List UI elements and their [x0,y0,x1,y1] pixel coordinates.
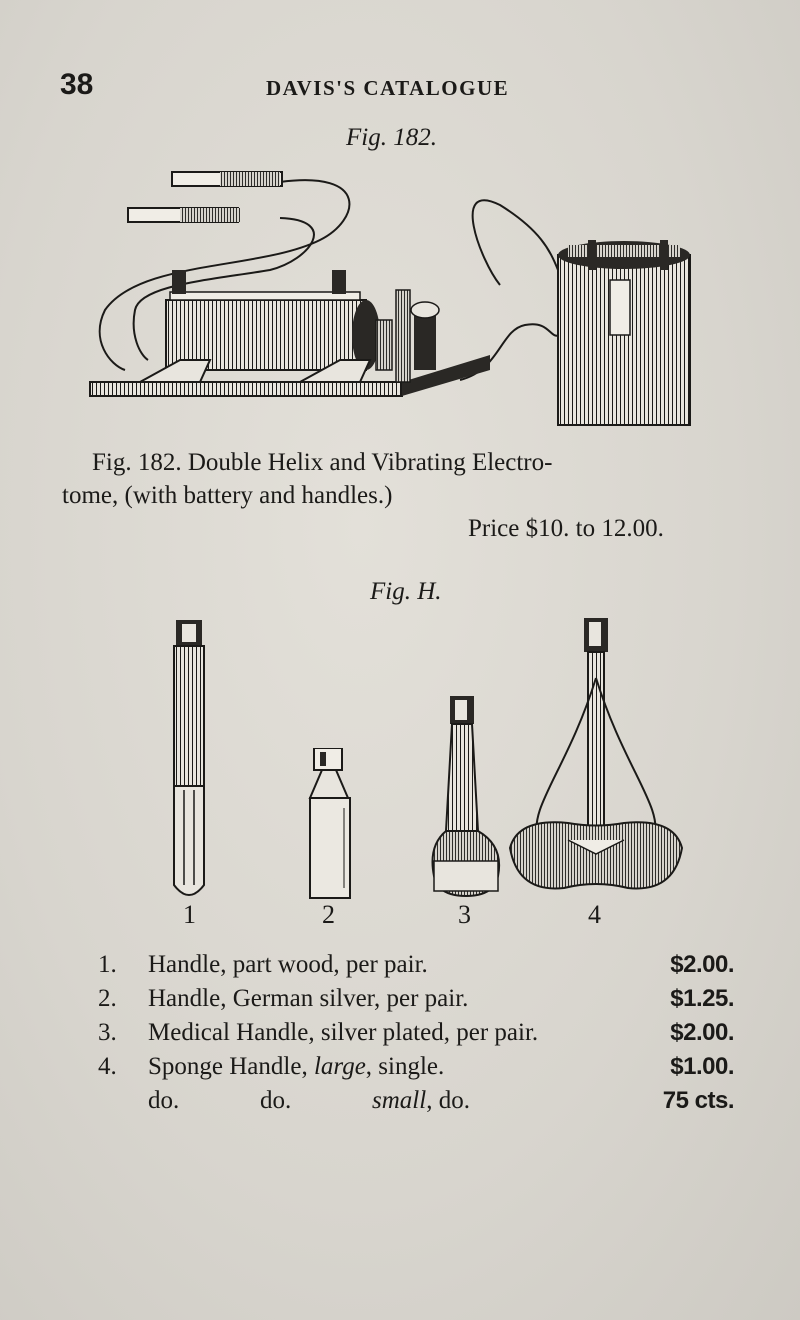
row-number: 1. [98,951,117,978]
row-price: $2.00. [670,1019,734,1046]
instrument-base [90,382,402,396]
row-number: 2. [98,985,117,1012]
row-price: 75 cts. [662,1087,734,1114]
helix-coil [140,270,380,382]
row-description [148,1053,444,1081]
sponge-handle-4-illustration [508,618,684,898]
figure-h-label: Fig. H. [370,578,442,605]
desc-emphasis: large [313,1053,366,1080]
handles [128,172,282,222]
vibrator-post [376,290,439,382]
row-description: Handle, German silver, per pair. [148,985,469,1012]
handle-1-illustration [164,620,214,905]
figure-182-label: Fig. 182. [346,124,437,151]
caption-line-1: Fig. 182. Double Helix and Vibrating Electro- [92,449,553,476]
caption-line-2: tome, (with battery and handles.) [62,482,393,509]
row-price: $1.00. [670,1053,734,1080]
price-list-row [98,1087,748,1121]
figure-182-price: Price $10. to 12.00. [468,515,664,542]
running-head: DAVIS'S CATALOGUE [266,76,510,100]
page-header [0,68,800,108]
row-description: Handle, part wood, per pair. [148,951,428,978]
desc-prefix: Sponge Handle, [148,1053,314,1080]
price-list [98,951,748,1121]
row-number: 4. [98,1053,117,1080]
handle-2-illustration [306,748,358,903]
price-list-row [98,951,748,985]
battery-jar [558,240,690,425]
figure-182-caption [62,446,732,542]
price-list-row [98,1019,748,1053]
desc-suffix: , do. [426,1087,470,1114]
page-number: 38 [60,68,94,101]
row-price: $2.00. [670,951,734,978]
ditto-1: do. [148,1087,180,1114]
row-description: Medical Handle, silver plated, per pair. [148,1019,539,1046]
desc-suffix: , single. [365,1053,445,1080]
ditto-2: do. [260,1087,292,1114]
row-number: 3. [98,1019,117,1046]
item-number-3: 3 [458,900,471,929]
price-list-row [98,985,748,1019]
item-number-1: 1 [183,900,196,929]
desc-emphasis: small [372,1087,427,1114]
price-list-row [98,1053,748,1087]
row-description [148,1087,470,1115]
handle-3-illustration [428,696,504,901]
row-price: $1.25. [670,985,734,1012]
figure-h-numbers [0,900,800,936]
item-number-4: 4 [588,900,601,929]
electrotome-illustration [80,160,700,430]
item-number-2: 2 [322,900,335,929]
